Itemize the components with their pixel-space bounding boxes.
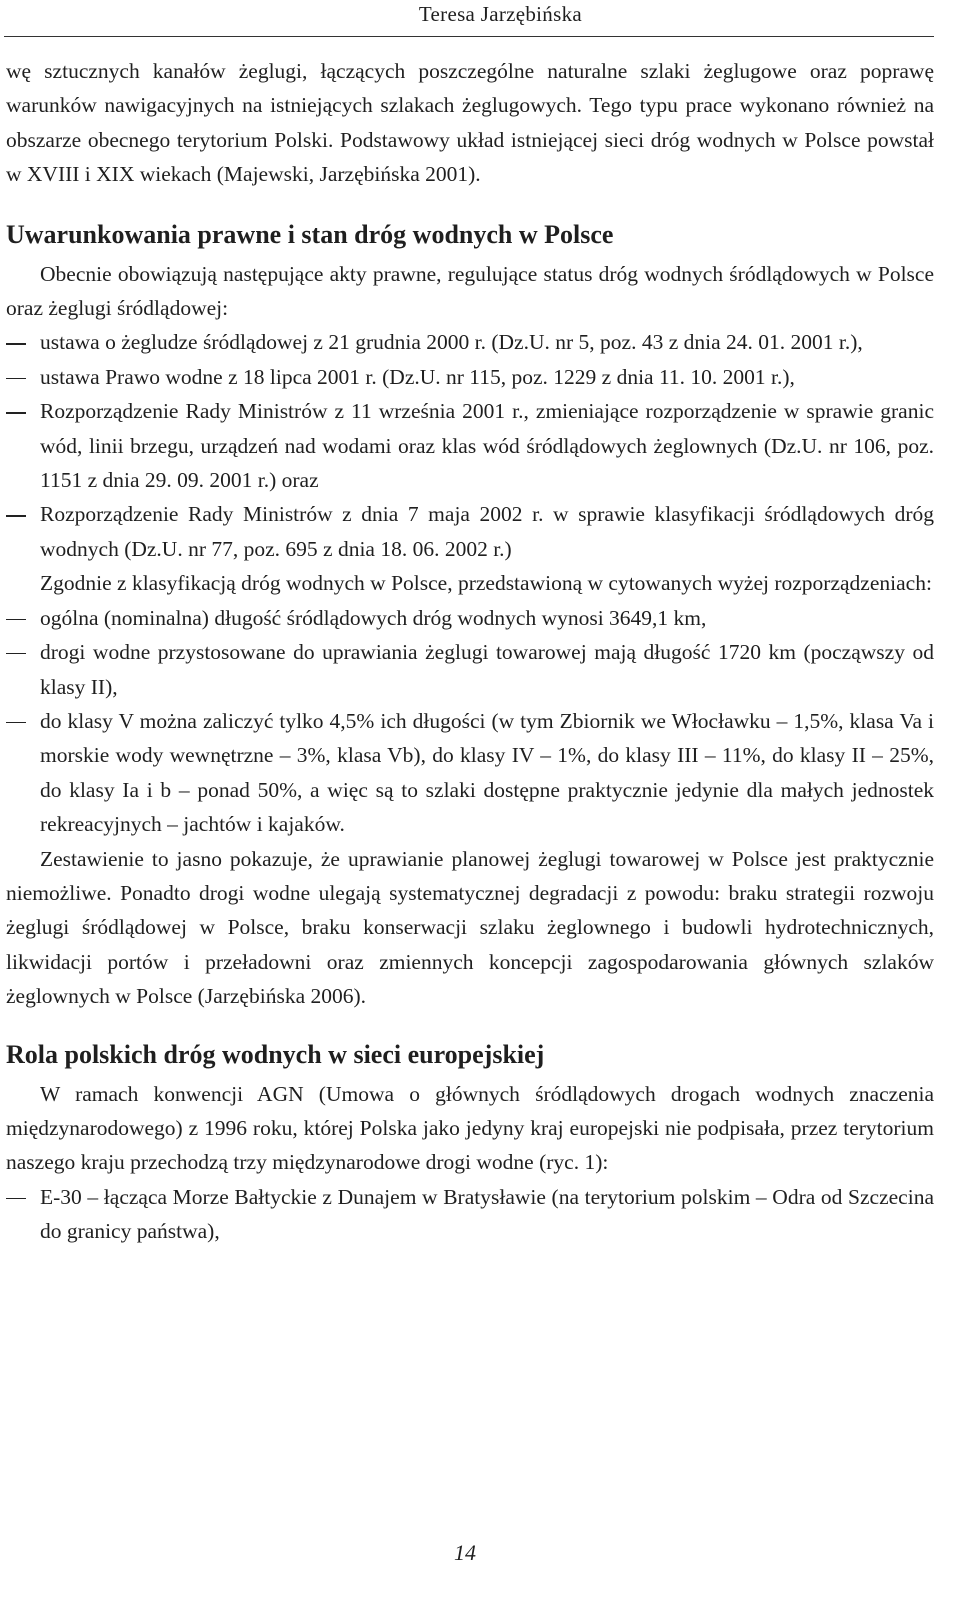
list-item-text: do klasy V można zaliczyć tylko 4,5% ich długości (w tym Zbiornik we Włocławku – 1,5%, klasa Va i morskie wody wewnętrzne – 3%, klasa Vb), do klasy IV – 1%, do klasy III – 11%, do klasy II – 25%, do klasy Ia i b – ponad 50%, a więc są to szlaki dostępne praktycznie jedynie dla małych jednostek rekreacyjnych – jachtów i kajaków. bbox=[40, 708, 934, 837]
running-header: Teresa Jarzębińska bbox=[418, 2, 582, 26]
list-item-text: Rozporządzenie Rady Ministrów z dnia 7 maja 2002 r. w sprawie klasyfikacji śródlądowych dróg wodnych (Dz.U. nr 77, poz. 695 z dnia 18. 06. 2002 r.) bbox=[40, 502, 934, 561]
list-item-text: E-30 – łącząca Morze Bałtyckie z Dunajem w Bratysławie (na terytorium polskim – Odra od Szczecina do granicy państwa), bbox=[40, 1184, 934, 1244]
intro-paragraph: wę sztucznych kanałów żeglugi, łączących poszczególne naturalne szlaki żeglugowe oraz poprawę warunków nawigacyjnych na istniejących szlakach żeglugowych. Tego typu prace wykonano również na obszarze obecnego terytorium Polski. Podstawowy układ istniejącej sieci dróg wodnych w Polsce powstał w XVIII i XIX wiekach (Majewski, Jarzębińska 2001). bbox=[6, 59, 934, 187]
page-content bbox=[6, 54, 934, 1249]
list-item bbox=[6, 497, 934, 566]
list-item bbox=[6, 360, 934, 394]
waterways-list bbox=[6, 1180, 934, 1249]
section-heading-legal: Uwarunkowania prawne i stan dróg wodnych w Polsce bbox=[6, 219, 614, 249]
list-item bbox=[6, 394, 934, 497]
list-item-text: drogi wodne przystosowane do uprawiania żeglugi towarowej mają długość 1720 km (począwszy od klasy II), bbox=[40, 640, 934, 699]
legal-acts-list bbox=[6, 325, 934, 566]
list-item-text: Rozporządzenie Rady Ministrów z 11 września 2001 r., zmieniające rozporządzenie w sprawie granic wód, linii brzegu, urządzeń nad wodami oraz klas wód śródlądowych żeglownych (Dz.U. nr 106, poz. 1151 z dnia 29. 09. 2001 r.) oraz bbox=[40, 399, 934, 493]
list-item bbox=[6, 601, 934, 635]
classification-intro-paragraph: Zgodnie z klasyfikacją dróg wodnych w Polsce, przedstawioną w cytowanych wyżej rozporządzeniach: bbox=[40, 571, 932, 596]
list-item bbox=[6, 635, 934, 704]
page-number: 14 bbox=[454, 1540, 476, 1565]
header-rule bbox=[4, 36, 934, 37]
section-heading-european: Rola polskich dróg wodnych w sieci europejskiej bbox=[6, 1039, 545, 1069]
legal-intro-paragraph: Obecnie obowiązują następujące akty prawne, regulujące status dróg wodnych śródlądowych w Polsce oraz żeglugi śródlądowej: bbox=[6, 261, 934, 321]
classification-list bbox=[6, 601, 934, 842]
list-item bbox=[6, 325, 934, 359]
list-item bbox=[6, 1180, 934, 1249]
list-item-text: ogólna (nominalna) długość śródlądowych dróg wodnych wynosi 3649,1 km, bbox=[40, 605, 707, 630]
list-item bbox=[6, 704, 934, 842]
list-item-text: ustawa o żegludze śródlądowej z 21 grudnia 2000 r. (Dz.U. nr 5, poz. 43 z dnia 24. 01. 2001 r.), bbox=[40, 330, 863, 355]
list-item-text: ustawa Prawo wodne z 18 lipca 2001 r. (Dz.U. nr 115, poz. 1229 z dnia 11. 10. 2001 r.), bbox=[40, 364, 795, 389]
summary-paragraph: Zestawienie to jasno pokazuje, że uprawianie planowej żeglugi towarowej w Polsce jest praktycznie niemożliwe. Ponadto drogi wodne ulegają systematycznej degradacji z powodu: braku strategii rozwoju żeglugi śródlądowej w Polsce, braku konserwacji szlaku żeglownego i budowli hydrotechnicznych, likwidacji portów i przeładowni oraz zmiennych koncepcji zagospodarowania głównych szlaków żeglownych w Polsce (Jarzębińska 2006). bbox=[6, 846, 934, 1009]
european-intro-paragraph: W ramach konwencji AGN (Umowa o głównych śródlądowych drogach wodnych znaczenia międzynarodowego) z 1996 roku, której Polska jako jedyny kraj europejski nie podpisała, przez terytorium naszego kraju przechodzą trzy międzynarodowe drogi wodne (ryc. 1): bbox=[6, 1081, 934, 1175]
